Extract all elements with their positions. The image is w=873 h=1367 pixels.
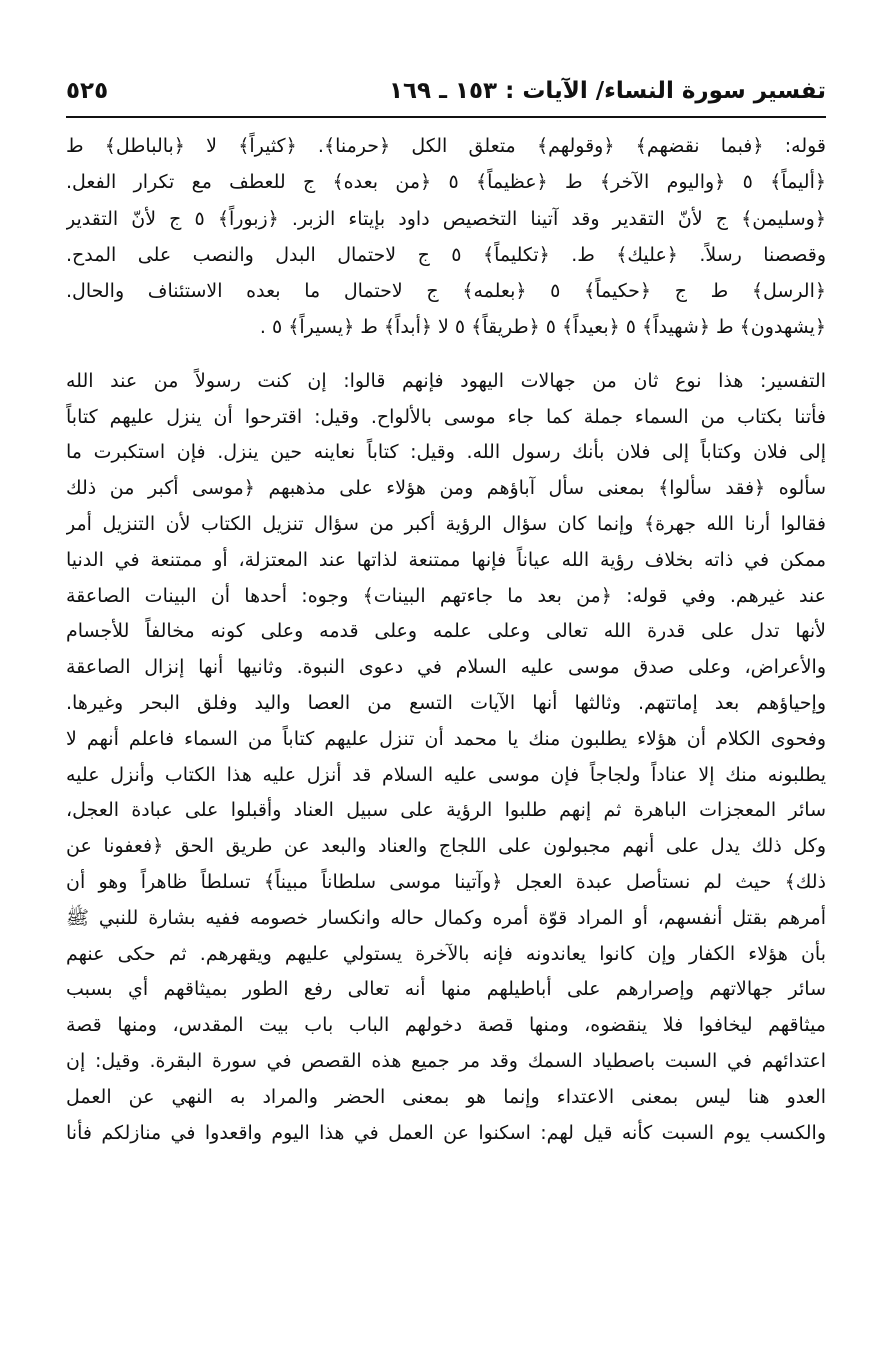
waqf-line: ﴿وسليمن﴾ ج لأنّ التقدير وقد آتينا التخصيص داود بإيتاء الزبر. ﴿زبوراً﴾ ٥ ج لأنّ التقدير <box>66 207 826 230</box>
waqf-line: وقصصنا رسلاً. ﴿عليك﴾ ط. ﴿تكليماً﴾ ٥ ج لاحتمال البدل والنصب على المدح. <box>66 243 826 266</box>
waqf-line: ﴿يشهدون﴾ ط ﴿شهيداً﴾ ٥ ﴿بعيداً﴾ ٥ ﴿طريقاً﴾ ٥ لا ﴿أبداً﴾ ط ﴿يسيراً﴾ ٥ . <box>259 316 826 339</box>
tafsir-line: سألوه ﴿فقد سألوا﴾ بمعنى سأل آباؤهم ومن هؤلاء على مذهبهم ﴿موسى أكبر من ذلك <box>66 477 826 500</box>
waqf-line: ﴿الرسل﴾ ط ج ﴿حكيماً﴾ ٥ ﴿بعلمه﴾ ج لاحتمال ما بعده الاستئناف والحال. <box>66 280 826 303</box>
page-header <box>66 70 826 118</box>
tafsir-line: والكسب يوم السبت كأنه قيل لهم: اسكنوا عن العمل في هذا اليوم واقعدوا في منازلكم فأنا <box>66 1121 826 1144</box>
tafsir-line: وإحياؤهم بعد إماتتهم. وثالثها أنها الآيات التسع من العصا واليد وفلق البحر وغيرها. <box>66 691 826 714</box>
book-page <box>66 70 826 1151</box>
tafsir-line: فقالوا أرنا الله جهرة﴾ وإنما كان سؤال الرؤية أكبر من سؤال تنزيل الكتاب لأن التنزيل أمر <box>66 512 826 535</box>
tafsir-line: التفسير: هذا نوع ثان من جهالات اليهود فإنهم قالوا: إن كنت رسولاً من عند الله <box>66 369 826 392</box>
tafsir-line: أمرهم بقتل أنفسهم، أو المراد قوّة أمره وكمال حاله وانكسار خصومه ففيه بشارة للنبي ﷺ <box>66 906 826 929</box>
waqf-line: قوله: ﴿فبما نقضهم﴾ ﴿وقولهم﴾ متعلق الكل ﴿حرمنا﴾. ﴿كثيراً﴾ لا ﴿بالباطل﴾ ط <box>66 135 826 157</box>
tafsir-line: والأعراض، وعلى صدق موسى عليه السلام في دعوى النبوة. وثانيها أنها إنزال الصاعقة <box>66 656 826 679</box>
tafsir-line: ممكن في ذاته بخلاف رؤية الله عياناً فإنها ممتنعة لذاتها عند المعتزلة، أو ممتنعة في الدنيا <box>66 548 826 571</box>
waqf-line: ﴿أليماً﴾ ٥ ﴿واليوم الآخر﴾ ط ﴿عظيماً﴾ ٥ ﴿من بعده﴾ ج للعطف مع تكرار الفعل. <box>66 171 826 194</box>
tafsir-line: فأتنا بكتاب من السماء جملة كما جاء موسى بالألواح. وقيل: اقترحوا أن ينزل عليهم كتاباً <box>66 405 826 428</box>
tafsir-section <box>66 364 826 1152</box>
tafsir-line: لأنها تدل على قدرة الله تعالى وعلى علمه وعلى قدمه وعلى كونه مخالفاً للأجسام <box>66 620 826 643</box>
tafsir-line: وكل ذلك يدل على أنهم مجبولون على اللجاج والعناد والبعد عن طريق الحق ﴿فعفونا عن <box>66 835 826 858</box>
tafsir-line: يطلبونه منك إلا عناداً ولجاجاً فإن موسى عليه السلام قد أنزل عليه هذا الكتاب وأنزل عليه <box>66 763 826 786</box>
tafsir-line: العدو هنا ليس بمعنى الاعتداء وإنما هو بمعنى الحضر والمراد به النهي عن العمل <box>66 1085 826 1108</box>
tafsir-line: سائر جهالاتهم وإصرارهم على أباطيلهم منها أنه تعالى رفع الطور بميثاقهم أي بسبب <box>66 978 826 1001</box>
tafsir-line: إلى فلان وكتاباً إلى فلان بأنك رسول الله. وقيل: كتاباً نعاينه حين ينزل. فإن استكبرت ما <box>66 441 826 464</box>
tafsir-line: ميثاقهم ليخافوا فلا ينقضوه، ومنها قصة دخولهم الباب باب بيت المقدس، ومنها قصة <box>66 1014 826 1037</box>
waqf-notes-section <box>66 128 826 346</box>
tafsir-line: اعتدائهم في السبت باصطياد السمك وقد مر جميع هذه القصص في سورة البقرة. وقيل: إن <box>66 1049 826 1072</box>
tafsir-line: عند غيرهم. وفي قوله: ﴿من بعد ما جاءتهم البينات﴾ وجوه: أحدها أن البينات الصاعقة <box>66 584 826 607</box>
tafsir-line: بأن هؤلاء الكفار وإن كانوا يعاندونه فإنه بالآخرة يستولي عليهم ويقهرهم. ثم حكى عنهم <box>66 942 826 965</box>
tafsir-line: سائر المعجزات الباهرة ثم إنهم طلبوا الرؤية على سبيل العناد وأقبلوا على عبادة العجل، <box>66 799 826 822</box>
running-title: تفسير سورة النساء/ الآيات : ١٥٣ ـ ١٦٩ <box>388 78 826 104</box>
page-number: ٥٢٥ <box>66 78 109 104</box>
tafsir-line: وفحوى الكلام أن هؤلاء يطلبون منك يا محمد أن تنزل عليهم كتاباً من السماء فاعلم أنهم لا <box>66 727 826 750</box>
tafsir-line: ذلك﴾ حيث لم نستأصل عبدة العجل ﴿وآتينا موسى سلطاناً مبيناً﴾ تسلطاً ظاهراً وهو أن <box>66 870 826 893</box>
